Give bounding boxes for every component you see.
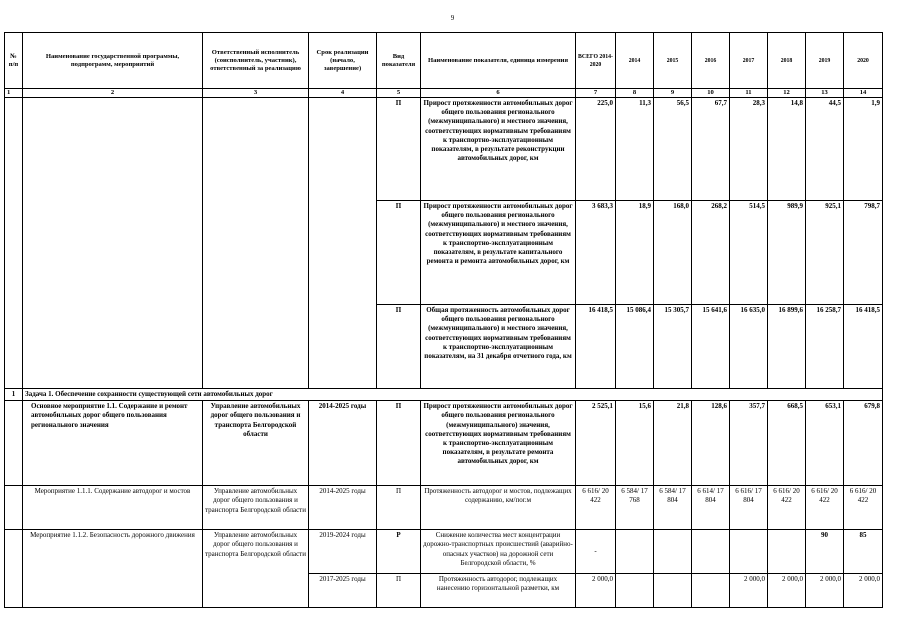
value-cell: 2 000,0 [768,574,806,608]
value-cell: 357,7 [730,401,768,486]
value-cell: 15 086,4 [616,305,654,389]
header-type: Вид показателя [377,33,421,89]
index-cell: 4 [309,89,377,98]
value-cell: 989,9 [768,201,806,305]
value-cell [616,530,654,574]
value-cell: 2 525,1 [576,401,616,486]
value-cell: - [576,530,616,574]
value-cell: 16 635,0 [730,305,768,389]
index-cell: 9 [654,89,692,98]
value-cell: 1,9 [844,98,883,201]
value-cell [730,530,768,574]
measure-responsible: Управление автомобильных дорог общего пользования и транспорта Белгородской области [203,486,309,530]
task-row [5,389,883,401]
value-cell: 16 899,6 [768,305,806,389]
value-cell [654,574,692,608]
value-cell [768,530,806,574]
value-cell: 16 418,5 [576,305,616,389]
measure-name: Мероприятие 1.1.1. Содержание автодорог и мостов [23,486,203,530]
page-number: 9 [450,14,455,22]
indicator-name: Прирост протяженности автомобильных дорог общего пользования регионального (межмуниципального) значения, соответствующих нормативным требованиям к транспортно-эксплуатационным показателям, в результате ремонта автомобильных дорог, км [421,401,576,486]
value-cell: 56,5 [654,98,692,201]
program-table [4,32,883,608]
value-cell: 15 305,7 [654,305,692,389]
value-cell: 668,5 [768,401,806,486]
indicator-type: П [377,486,421,530]
indicator-name: Прирост протяженности автомобильных дорог общего пользования регионального (межмуниципального) и местного значения, соответствующих нормативным требованиям к транспортно-эксплуатационным показателям, в результате реконструкции автомобильных дорог, км [421,98,576,201]
value-cell: 6 616/ 20 422 [806,486,844,530]
indicator-type: П [377,98,421,201]
indicator-name: Протяженность автодорог и мостов, подлежащих содержанию, км/пог.м [421,486,576,530]
indicator-type: П [377,574,421,608]
value-cell: 11,3 [616,98,654,201]
value-cell: 6 616/ 20 422 [768,486,806,530]
measure-period: 2017-2025 годы [309,574,377,608]
indicator-name: Прирост протяженности автомобильных дорог общего пользования регионального (межмуниципального) и местного значения, соответствующих нормативным требованиям к транспортно-эксплуатационным показателям, в результате капитального ремонта и ремонта автомобильных дорог, км [421,201,576,305]
value-cell: 128,6 [692,401,730,486]
empty-cell [203,98,309,389]
value-cell: 6 616/ 17 804 [730,486,768,530]
indicator-type: Р [377,530,421,574]
empty-cell [5,401,23,486]
empty-cell [5,486,23,530]
measure-name: Основное мероприятие 1.1. Содержание и ремонт автомобильных дорог общего пользования регионального значения [23,401,203,486]
value-cell: 15 641,6 [692,305,730,389]
value-cell: 6 616/ 20 422 [576,486,616,530]
value-cell [654,530,692,574]
index-cell: 14 [844,89,883,98]
header-row [5,33,883,89]
value-cell: 67,7 [692,98,730,201]
value-cell: 268,2 [692,201,730,305]
value-cell: 6 616/ 20 422 [844,486,883,530]
empty-cell [23,98,203,389]
header-num: № п/п [5,33,23,89]
value-cell: 2 000,0 [576,574,616,608]
header-year: ВСЕГО 2014-2020 [576,33,616,89]
header-period: Срок реализации (начало, завершение) [309,33,377,89]
indicator-type: П [377,305,421,389]
value-cell: 44,5 [806,98,844,201]
value-cell: 90 [806,530,844,574]
task-num: 1 [5,389,23,401]
value-cell: 21,8 [654,401,692,486]
empty-cell [5,530,23,608]
value-cell: 16 418,5 [844,305,883,389]
header-year: 2019 [806,33,844,89]
value-cell: 2 000,0 [844,574,883,608]
value-cell: 28,3 [730,98,768,201]
task-title: Задача 1. Обеспечение сохранности существующей сети автомобильных дорог [23,389,883,401]
value-cell [616,574,654,608]
header-year: 2014 [616,33,654,89]
value-cell: 2 000,0 [806,574,844,608]
header-name: Наименование государственной программы, подпрограмм, мероприятий [23,33,203,89]
value-cell: 653,1 [806,401,844,486]
measure-row [5,486,883,530]
value-cell: 6 584/ 17 768 [616,486,654,530]
value-cell: 14,8 [768,98,806,201]
index-cell: 6 [421,89,576,98]
measure-period: 2019-2024 годы [309,530,377,574]
measure-responsible: Управление автомобильных дорог общего пользования и транспорта Белгородской области [203,530,309,608]
value-cell: 925,1 [806,201,844,305]
empty-cell [309,98,377,389]
index-cell: 10 [692,89,730,98]
header-year: 2016 [692,33,730,89]
index-cell: 3 [203,89,309,98]
empty-cell [5,98,23,389]
value-cell: 18,9 [616,201,654,305]
index-cell: 12 [768,89,806,98]
value-cell: 2 000,0 [730,574,768,608]
indicator-name: Общая протяженность автомобильных дорог общего пользования регионального (межмуниципального) и местного значения, соответствующих нормативным требованиям к транспортно-эксплуатационным показателям, на 31 декабря отчетного года, км [421,305,576,389]
index-cell: 8 [616,89,654,98]
header-year: 2015 [654,33,692,89]
value-cell: 514,5 [730,201,768,305]
index-cell: 11 [730,89,768,98]
value-cell: 6 584/ 17 804 [654,486,692,530]
indicator-type: П [377,201,421,305]
index-cell: 1 [5,89,23,98]
value-cell: 15,6 [616,401,654,486]
indicator-name: Снижение количества мест концентрации дорожно-транспортных происшествий (аварийно-опасных участков) на дорожной сети Белгородской области, % [421,530,576,574]
value-cell: 85 [844,530,883,574]
value-cell: 6 614/ 17 804 [692,486,730,530]
table-row [5,98,883,201]
measure-name: Мероприятие 1.1.2. Безопасность дорожного движения [23,530,203,608]
value-cell: 798,7 [844,201,883,305]
header-responsible: Ответственный исполнитель (соисполнитель, участник), ответственный за реализацию [203,33,309,89]
measure-period: 2014-2025 годы [309,401,377,486]
index-row [5,89,883,98]
main-measure-row [5,401,883,486]
value-cell: 168,0 [654,201,692,305]
value-cell: 225,0 [576,98,616,201]
value-cell: 679,8 [844,401,883,486]
index-cell: 7 [576,89,616,98]
header-year: 2017 [730,33,768,89]
measure-row [5,530,883,574]
header-indicator: Наименование показателя, единица измерения [421,33,576,89]
measure-period: 2014-2025 годы [309,486,377,530]
header-year: 2018 [768,33,806,89]
indicator-type: П [377,401,421,486]
measure-responsible: Управление автомобильных дорог общего пользования и транспорта Белгородской области [203,401,309,486]
header-year: 2020 [844,33,883,89]
value-cell: 16 258,7 [806,305,844,389]
value-cell: 3 683,3 [576,201,616,305]
index-cell: 13 [806,89,844,98]
indicator-name: Протяженность автодорог, подлежащих нанесению горизонтальной разметки, км [421,574,576,608]
value-cell [692,574,730,608]
index-cell: 5 [377,89,421,98]
index-cell: 2 [23,89,203,98]
value-cell [692,530,730,574]
